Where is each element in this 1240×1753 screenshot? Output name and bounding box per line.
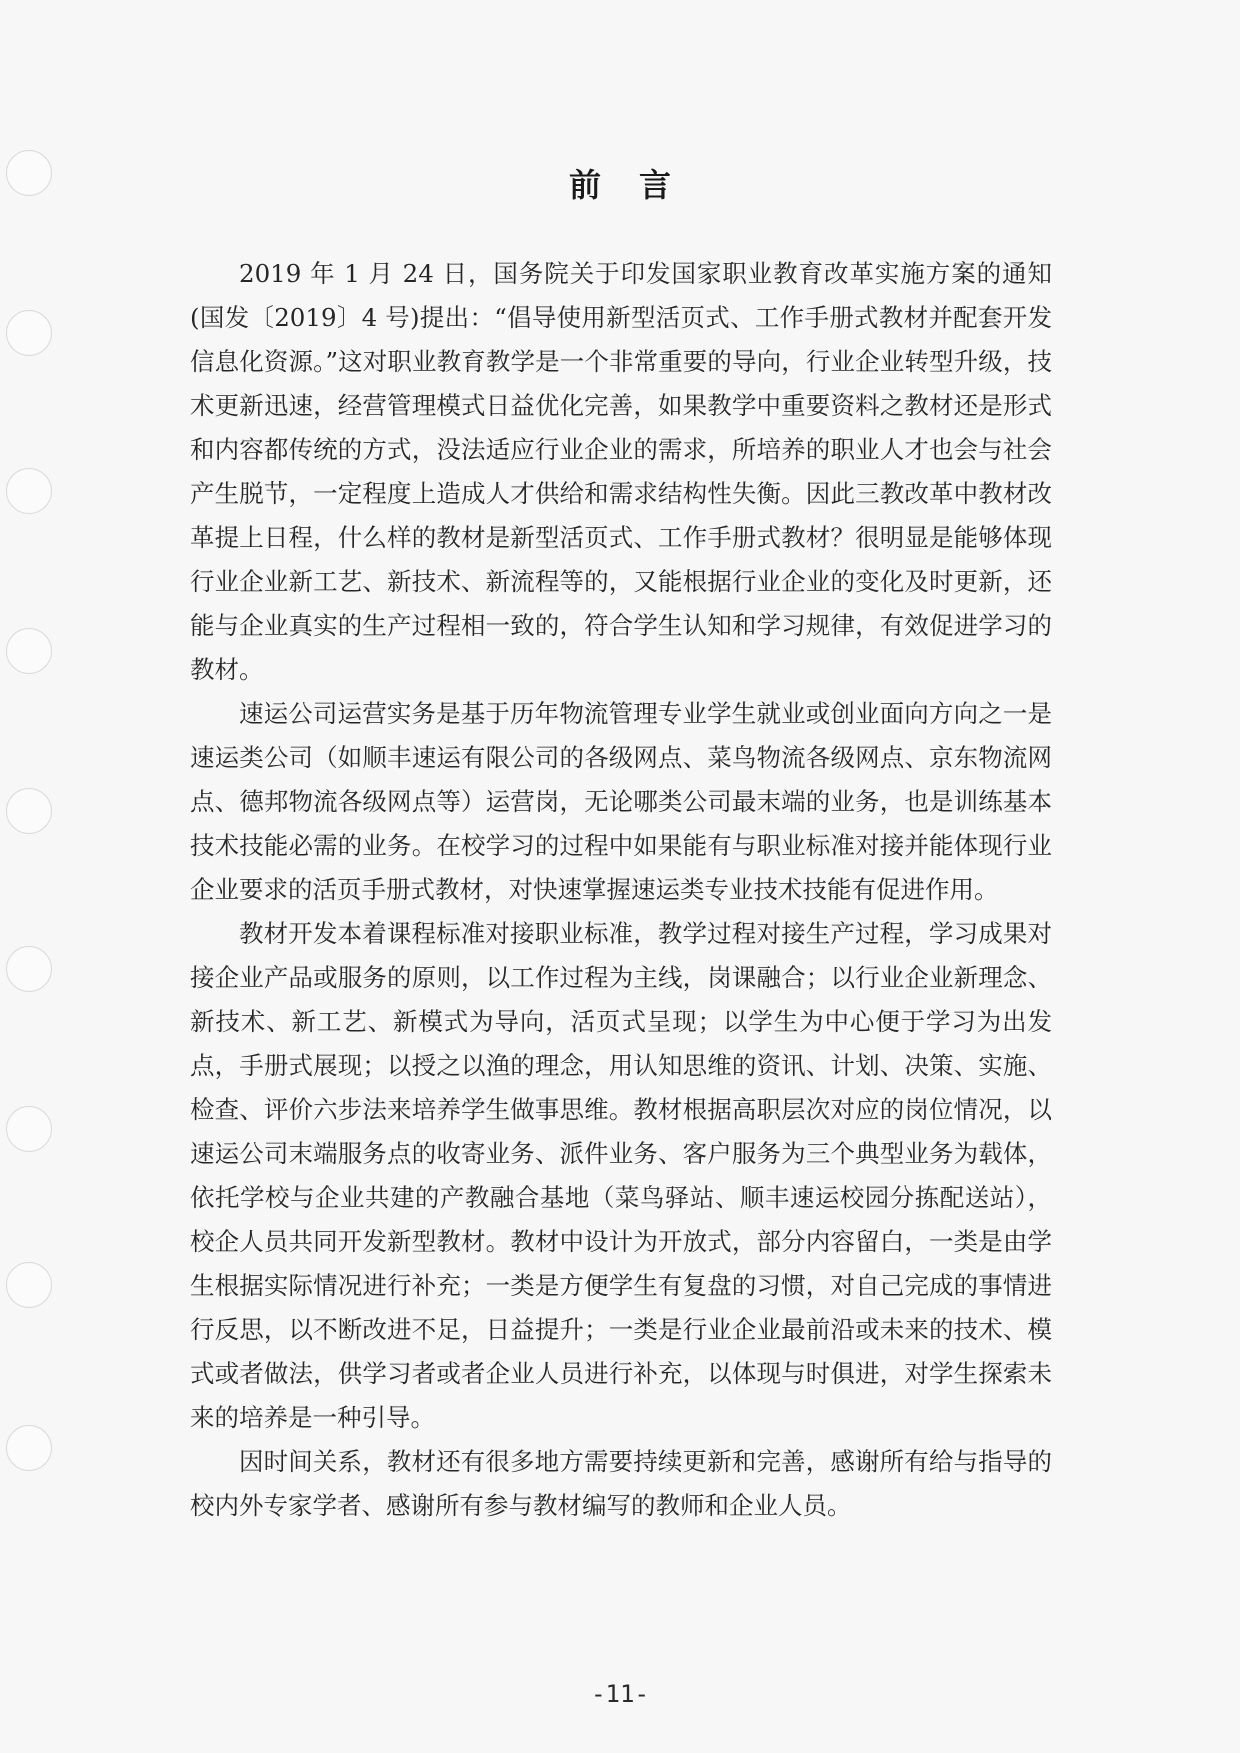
binder-hole: [6, 468, 52, 514]
paragraph-3: 教材开发本着课程标准对接职业标准，教学过程对接生产过程，学习成果对接企业产品或服务的原则，以工作过程为主线，岗课融合；以行业企业新理念、新技术、新工艺、新模式为导向，活页式呈现；以学生为中心便于学习为出发点，手册式展现；以授之以渔的理念，用认知思维的资讯、计划、决策、实施、检查、评价六步法来培养学生做事思维。教材根据高职层次对应的岗位情况，以速运公司末端服务点的收寄业务、派件业务、客户服务为三个典型业务为载体，依托学校与企业共建的产教融合基地（菜鸟驿站、顺丰速运校园分拣配送站），校企人员共同开发新型教材。教材中设计为开放式，部分内容留白，一类是由学生根据实际情况进行补充；一类是方便学生有复盘的习惯，对自己完成的事情进行反思，以不断改进不足，日益提升；一类是行业企业最前沿或未来的技术、模式或者做法，供学习者或者企业人员进行补充，以体现与时俱进，对学生探索未来的培养是一种引导。: [190, 919, 1052, 1432]
page-title: 前言: [568, 166, 709, 204]
page-number: -11-: [591, 1680, 649, 1708]
binder-hole: [6, 946, 52, 992]
binder-hole: [6, 788, 52, 834]
paragraph-2: 速运公司运营实务是基于历年物流管理专业学生就业或创业面向方向之一是速运类公司（如顺丰速运有限公司的各级网点、菜鸟物流各级网点、京东物流网点、德邦物流各级网点等）运营岗，无论哪类公司最末端的业务，也是训练基本技术技能必需的业务。在校学习的过程中如果能有与职业标准对接并能体现行业企业要求的活页手册式教材，对快速掌握速运类专业技术技能有促进作用。: [190, 699, 1052, 904]
binder-hole: [6, 310, 52, 356]
paragraph-1: 2019 年 1 月 24 日，国务院关于印发国家职业教育改革实施方案的通知(国发〔2019〕4 号)提出：“倡导使用新型活页式、工作手册式教材并配套开发信息化资源。”这对职业教育教学是一个非常重要的导向，行业企业转型升级，技术更新迅速，经营管理模式日益优化完善，如果教学中重要资料之教材还是形式和内容都传统的方式，没法适应行业企业的需求，所培养的职业人才也会与社会产生脱节，一定程度上造成人才供给和需求结构性失衡。因此三教改革中教材改革提上日程，什么样的教材是新型活页式、工作手册式教材？很明显是能够体现行业企业新工艺、新技术、新流程等的，又能根据行业企业的变化及时更新，还能与企业真实的生产过程相一致的，符合学生认知和学习规律，有效促进学习的教材。: [190, 259, 1052, 684]
binder-hole: [6, 1106, 52, 1152]
binder-hole: [6, 1262, 52, 1308]
binder-hole: [6, 1425, 52, 1471]
binder-hole: [6, 628, 52, 674]
preface-body: [190, 252, 1052, 1528]
paragraph-4: 因时间关系，教材还有很多地方需要持续更新和完善，感谢所有给与指导的校内外专家学者、感谢所有参与教材编写的教师和企业人员。: [190, 1447, 1052, 1520]
